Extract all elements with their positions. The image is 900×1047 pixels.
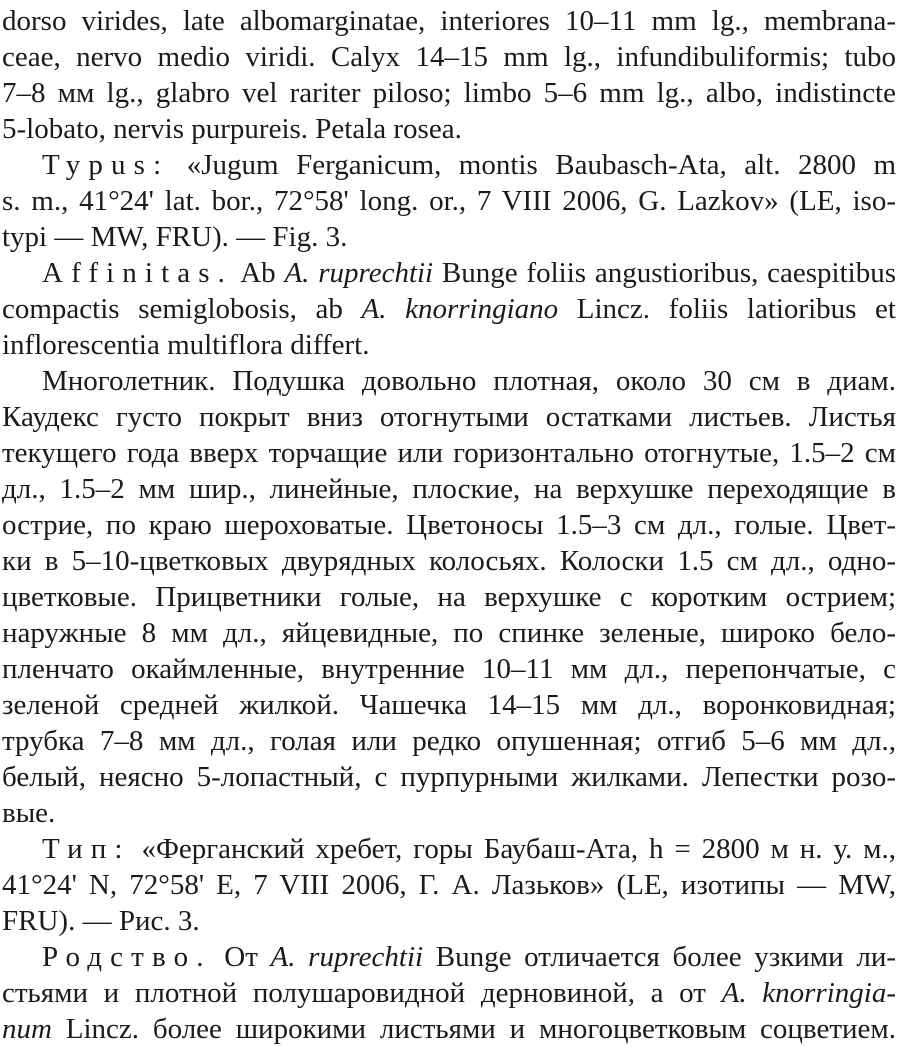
text-line (2, 759, 896, 795)
species-name: A. ruprechtii (284, 257, 434, 289)
section-label: Тип: (42, 833, 131, 865)
text-line (2, 903, 896, 939)
text-segment: От (211, 941, 271, 973)
species-name: A. knorringiano (361, 293, 559, 325)
section-label: Родство. (42, 941, 212, 973)
text-line (2, 363, 896, 399)
text-line (2, 399, 896, 435)
text-segment: 7–8 мм lg., glabro vel rariter piloso; limbo 5–6 mm lg., albo, indistincte (2, 77, 896, 109)
text-segment: Многолетник. Подушка довольно плотная, около 30 см в диам. (42, 365, 896, 397)
text-segment: вые. (2, 797, 56, 829)
text-line (2, 219, 896, 255)
species-name: num (2, 1013, 52, 1045)
text-segment: дл., 1.5–2 мм шир., линейные, плоские, на верхушке переходящие в (2, 473, 896, 505)
text-line (2, 975, 896, 1011)
text-segment: s. m., 41°24' lat. bor., 72°58' long. or., 7 VIII 2006, G. Lazkov» (LE, iso- (2, 185, 896, 217)
text-segment: ceae, nervo medio viridi. Calyx 14–15 mm lg., infundibuliformis; tubo (2, 41, 896, 73)
text-line (2, 651, 896, 687)
paragraph-rodstvo (2, 939, 896, 1047)
text-line (2, 723, 896, 759)
text-segment: цветковые. Прицветники голые, на верхушке с коротким острием; (2, 581, 896, 613)
text-segment: Lincz. более широкими листьями и многоцветковым соцветием. (51, 1013, 896, 1045)
species-name: A. knorringia- (721, 977, 896, 1009)
text-line (2, 687, 896, 723)
paragraph-typus (2, 147, 896, 255)
text-segment: inflorescentia multiflora differt. (2, 329, 370, 361)
text-segment: острие, по краю шероховатые. Цветоносы 1.5–3 см дл., голые. Цвет- (2, 509, 896, 541)
text-segment: 5-lobato, nervis purpureis. Petala rosea. (2, 113, 462, 145)
text-line (2, 471, 896, 507)
text-line (2, 3, 896, 39)
text-line (2, 543, 896, 579)
document-text (2, 3, 896, 1047)
text-segment: Каудекс густо покрыт вниз отогнутыми остатками листьев. Листья (2, 401, 896, 433)
text-line (2, 75, 896, 111)
text-line (2, 111, 896, 147)
text-segment: ки в 5–10-цветковых двурядных колосьях. Колоски 1.5 см дл., одно- (2, 545, 896, 577)
text-segment: typi — MW, FRU). — Fig. 3. (2, 221, 348, 253)
section-label: Typus: (42, 149, 170, 181)
text-segment: белый, неясно 5-лопастный, с пурпурными жилками. Лепестки розо- (2, 761, 896, 793)
text-segment: текущего года вверх торчащие или горизонтально отогнутые, 1.5–2 см (2, 437, 896, 469)
text-segment: Bunge foliis angustioribus, caespitibus (433, 257, 897, 289)
text-segment: compactis semiglobosis, ab (2, 293, 362, 325)
text-line (2, 291, 896, 327)
text-line (2, 255, 896, 291)
paragraph-tip (2, 831, 896, 939)
paragraph-affinitas (2, 255, 896, 363)
species-name: A. ruprechtii (270, 941, 424, 973)
paragraph-latin-description (2, 3, 896, 147)
text-line (2, 183, 896, 219)
section-label: Affinitas. (42, 257, 234, 289)
text-line (2, 867, 896, 903)
text-segment: Lincz. foliis latioribus et (558, 293, 896, 325)
text-line (2, 327, 896, 363)
paragraph-russian-description (2, 363, 896, 831)
text-line (2, 615, 896, 651)
text-line (2, 795, 896, 831)
text-segment: наружные 8 мм дл., яйцевидные, по спинке зеленые, широко бело- (2, 617, 896, 649)
text-segment: зеленой средней жилкой. Чашечка 14–15 мм дл., воронковидная; (2, 689, 896, 721)
text-segment: Bunge отличается более узкими ли- (423, 941, 896, 973)
text-segment: FRU). — Рис. 3. (2, 905, 200, 937)
text-line (2, 1011, 896, 1047)
text-segment: трубка 7–8 мм дл., голая или редко опушенная; отгиб 5–6 мм дл., (2, 725, 896, 757)
text-line (2, 147, 896, 183)
text-segment: dorso virides, late albomarginatae, interiores 10–11 mm lg., membrana- (2, 5, 896, 37)
text-line (2, 435, 896, 471)
text-segment: «Ферганский хребет, горы Баубаш-Ата, h = 2800 м н. у. м., (130, 833, 896, 865)
text-segment: пленчато окаймленные, внутренние 10–11 мм дл., перепончатые, с (2, 653, 896, 685)
text-line (2, 39, 896, 75)
text-line (2, 831, 896, 867)
text-line (2, 579, 896, 615)
text-segment: «Jugum Ferganicum, montis Baubasch-Ata, alt. 2800 m (169, 149, 896, 181)
text-segment: стьями и плотной полушаровидной дерновиной, а от (2, 977, 722, 1009)
text-line (2, 507, 896, 543)
text-segment: 41°24' N, 72°58' E, 7 VIII 2006, Г. А. Лазьков» (LE, изотипы — MW, (2, 869, 896, 901)
text-line (2, 939, 896, 975)
text-segment: Ab (233, 257, 285, 289)
